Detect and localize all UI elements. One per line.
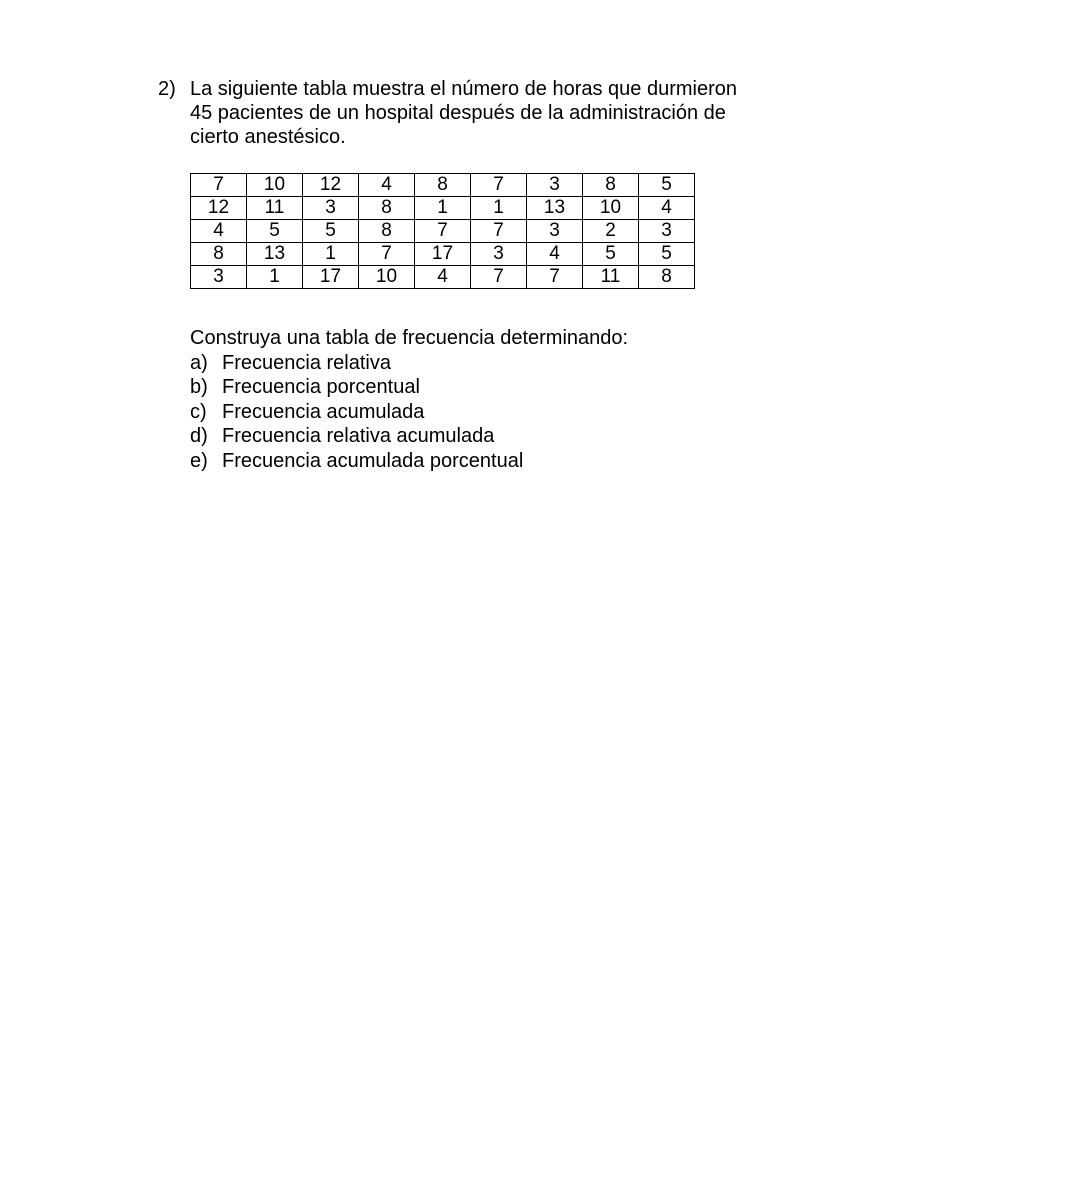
table-cell: 2 xyxy=(583,220,639,243)
table-cell: 4 xyxy=(527,243,583,266)
list-item xyxy=(190,375,790,400)
instructions-block xyxy=(190,326,790,473)
question-line: cierto anestésico. xyxy=(190,126,346,148)
item-text: Frecuencia relativa acumulada xyxy=(222,425,495,447)
table-cell: 8 xyxy=(359,220,415,243)
question-line: La siguiente tabla muestra el número de horas que durmieron xyxy=(190,78,737,100)
table-cell: 3 xyxy=(303,197,359,220)
table-cell: 13 xyxy=(247,243,303,266)
table-cell: 8 xyxy=(359,197,415,220)
table-cell: 7 xyxy=(359,243,415,266)
item-letter: a) xyxy=(190,351,208,374)
item-letter: d) xyxy=(190,425,208,447)
table-cell: 7 xyxy=(527,266,583,289)
hours-data-table xyxy=(190,173,695,289)
table-cell: 4 xyxy=(191,220,247,243)
list-item xyxy=(190,400,790,425)
table-cell: 8 xyxy=(191,243,247,266)
table-cell: 13 xyxy=(527,197,583,220)
item-text: Frecuencia relativa xyxy=(222,351,391,374)
item-letter: e) xyxy=(190,449,208,472)
table-cell: 10 xyxy=(359,266,415,289)
table-cell: 5 xyxy=(639,174,695,197)
question-text xyxy=(190,77,810,149)
table-cell: 10 xyxy=(247,174,303,197)
table-cell: 5 xyxy=(247,220,303,243)
table-cell: 7 xyxy=(471,174,527,197)
table-cell: 7 xyxy=(471,220,527,243)
table-cell: 4 xyxy=(415,266,471,289)
table-cell: 7 xyxy=(415,220,471,243)
table-cell: 3 xyxy=(527,174,583,197)
item-letter: b) xyxy=(190,376,208,398)
table-cell: 5 xyxy=(639,243,695,266)
table-cell: 17 xyxy=(415,243,471,266)
table-cell: 12 xyxy=(191,197,247,220)
table-row xyxy=(191,174,695,197)
instructions-title: Construya una tabla de frecuencia determinando: xyxy=(190,327,629,349)
list-item xyxy=(190,449,790,474)
table-cell: 3 xyxy=(191,266,247,289)
table-cell: 3 xyxy=(527,220,583,243)
table-cell: 3 xyxy=(471,243,527,266)
item-text: Frecuencia acumulada xyxy=(222,400,425,423)
list-item xyxy=(190,351,790,376)
table-cell: 7 xyxy=(191,174,247,197)
table-cell: 8 xyxy=(583,174,639,197)
table-row xyxy=(191,220,695,243)
item-text: Frecuencia acumulada porcentual xyxy=(222,449,524,472)
table-cell: 10 xyxy=(583,197,639,220)
table-cell: 1 xyxy=(303,243,359,266)
list-item xyxy=(190,424,790,449)
table-cell: 8 xyxy=(415,174,471,197)
table-cell: 3 xyxy=(639,220,695,243)
item-letter: c) xyxy=(190,400,207,423)
table-cell: 11 xyxy=(583,266,639,289)
table-row xyxy=(191,243,695,266)
table-cell: 17 xyxy=(303,266,359,289)
table-cell: 4 xyxy=(359,174,415,197)
table-cell: 8 xyxy=(639,266,695,289)
item-text: Frecuencia porcentual xyxy=(222,376,420,398)
table-cell: 11 xyxy=(247,197,303,220)
question-line: 45 pacientes de un hospital después de la administración de xyxy=(190,102,726,124)
table-cell: 12 xyxy=(303,174,359,197)
question-number: 2) xyxy=(158,78,176,100)
table-cell: 5 xyxy=(583,243,639,266)
table-cell: 1 xyxy=(471,197,527,220)
table-row xyxy=(191,266,695,289)
table-cell: 4 xyxy=(639,197,695,220)
table-cell: 1 xyxy=(415,197,471,220)
table-cell: 5 xyxy=(303,220,359,243)
table-cell: 1 xyxy=(247,266,303,289)
table-row xyxy=(191,197,695,220)
table-cell: 7 xyxy=(471,266,527,289)
